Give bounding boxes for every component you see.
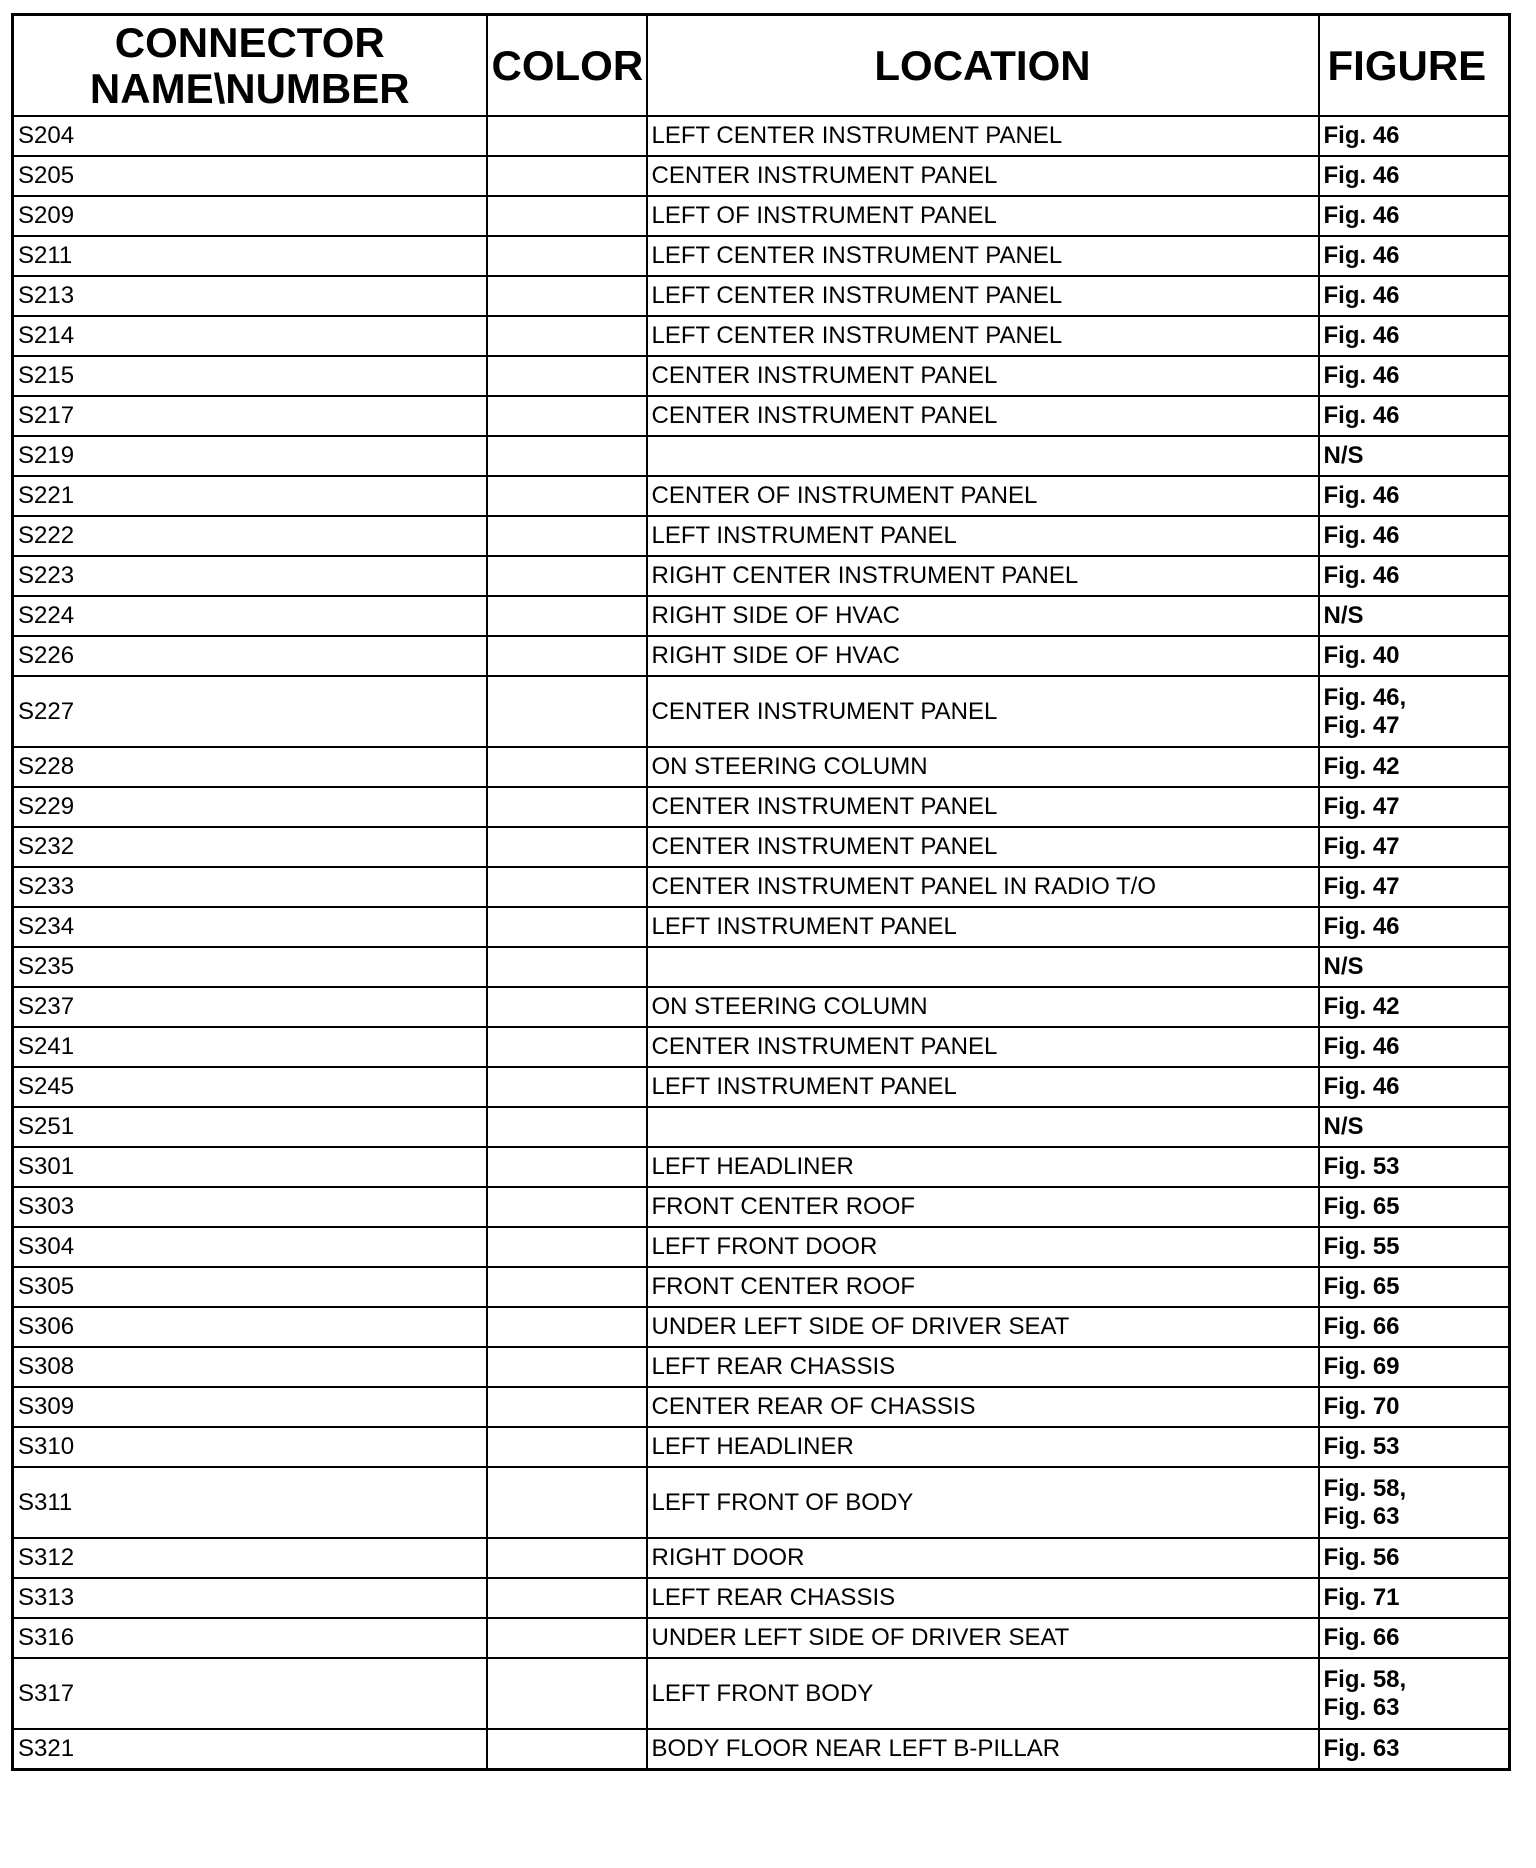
- table-row: [13, 867, 1510, 907]
- table-row: [13, 196, 1510, 236]
- table-row: [13, 1618, 1510, 1658]
- color-cell: [487, 676, 647, 747]
- figure-cell: Fig. 46: [1319, 516, 1510, 556]
- connector-cell: S304: [13, 1227, 487, 1267]
- connector-cell: S224: [13, 596, 487, 636]
- color-cell: [487, 636, 647, 676]
- location-cell: CENTER INSTRUMENT PANEL: [647, 676, 1319, 747]
- table-row: [13, 787, 1510, 827]
- table-row: [13, 1578, 1510, 1618]
- table-row: [13, 1658, 1510, 1729]
- figure-cell: Fig. 46: [1319, 1027, 1510, 1067]
- table-row: [13, 276, 1510, 316]
- connector-cell: S310: [13, 1427, 487, 1467]
- color-cell: [487, 1307, 647, 1347]
- connector-cell: S308: [13, 1347, 487, 1387]
- connector-cell: S234: [13, 907, 487, 947]
- figure-cell: N/S: [1319, 596, 1510, 636]
- figure-cell: Fig. 46: [1319, 907, 1510, 947]
- header-color: COLOR: [487, 15, 647, 117]
- color-cell: [487, 1107, 647, 1147]
- connector-cell: S204: [13, 116, 487, 156]
- figure-cell: N/S: [1319, 1107, 1510, 1147]
- figure-cell: Fig. 58, Fig. 63: [1319, 1467, 1510, 1538]
- connector-cell: S301: [13, 1147, 487, 1187]
- table-row: [13, 1427, 1510, 1467]
- connector-cell: S226: [13, 636, 487, 676]
- table-row: [13, 436, 1510, 476]
- table-row: [13, 947, 1510, 987]
- connector-cell: S221: [13, 476, 487, 516]
- figure-cell: Fig. 65: [1319, 1267, 1510, 1307]
- color-cell: [487, 596, 647, 636]
- figure-cell: Fig. 46: [1319, 316, 1510, 356]
- color-cell: [487, 1187, 647, 1227]
- table-row: [13, 747, 1510, 787]
- color-cell: [487, 476, 647, 516]
- color-cell: [487, 396, 647, 436]
- table-row: [13, 1347, 1510, 1387]
- figure-cell: Fig. 66: [1319, 1618, 1510, 1658]
- table-row: [13, 1067, 1510, 1107]
- color-cell: [487, 116, 647, 156]
- connector-cell: S223: [13, 556, 487, 596]
- location-cell: LEFT REAR CHASSIS: [647, 1347, 1319, 1387]
- table-row: [13, 396, 1510, 436]
- location-cell: CENTER INSTRUMENT PANEL: [647, 356, 1319, 396]
- connector-cell: S213: [13, 276, 487, 316]
- location-cell: LEFT CENTER INSTRUMENT PANEL: [647, 116, 1319, 156]
- color-cell: [487, 1467, 647, 1538]
- connector-cell: S251: [13, 1107, 487, 1147]
- connector-cell: S214: [13, 316, 487, 356]
- figure-cell: Fig. 58, Fig. 63: [1319, 1658, 1510, 1729]
- connector-cell: S312: [13, 1538, 487, 1578]
- figure-cell: Fig. 40: [1319, 636, 1510, 676]
- table-row: [13, 827, 1510, 867]
- location-cell: ON STEERING COLUMN: [647, 747, 1319, 787]
- connector-cell: S222: [13, 516, 487, 556]
- color-cell: [487, 236, 647, 276]
- figure-cell: Fig. 46: [1319, 476, 1510, 516]
- color-cell: [487, 516, 647, 556]
- color-cell: [487, 1387, 647, 1427]
- header-row: [13, 15, 1510, 117]
- table-row: [13, 356, 1510, 396]
- figure-cell: Fig. 47: [1319, 787, 1510, 827]
- location-cell: LEFT FRONT OF BODY: [647, 1467, 1319, 1538]
- color-cell: [487, 1147, 647, 1187]
- color-cell: [487, 196, 647, 236]
- header-connector: CONNECTOR NAME\NUMBER: [13, 15, 487, 117]
- color-cell: [487, 1347, 647, 1387]
- connector-cell: S241: [13, 1027, 487, 1067]
- location-cell: CENTER INSTRUMENT PANEL: [647, 827, 1319, 867]
- connector-cell: S209: [13, 196, 487, 236]
- color-cell: [487, 1227, 647, 1267]
- figure-cell: Fig. 66: [1319, 1307, 1510, 1347]
- table-row: [13, 476, 1510, 516]
- location-cell: BODY FLOOR NEAR LEFT B-PILLAR: [647, 1729, 1319, 1770]
- figure-cell: Fig. 42: [1319, 987, 1510, 1027]
- figure-cell: Fig. 46: [1319, 276, 1510, 316]
- location-cell: [647, 436, 1319, 476]
- figure-cell: Fig. 46: [1319, 556, 1510, 596]
- connector-cell: S211: [13, 236, 487, 276]
- figure-cell: N/S: [1319, 947, 1510, 987]
- connector-cell: S309: [13, 1387, 487, 1427]
- location-cell: LEFT INSTRUMENT PANEL: [647, 516, 1319, 556]
- figure-cell: Fig. 56: [1319, 1538, 1510, 1578]
- connector-cell: S232: [13, 827, 487, 867]
- table-row: [13, 1467, 1510, 1538]
- color-cell: [487, 1538, 647, 1578]
- connector-cell: S227: [13, 676, 487, 747]
- figure-cell: Fig. 46: [1319, 196, 1510, 236]
- location-cell: LEFT CENTER INSTRUMENT PANEL: [647, 236, 1319, 276]
- connector-cell: S228: [13, 747, 487, 787]
- location-cell: LEFT REAR CHASSIS: [647, 1578, 1319, 1618]
- figure-cell: Fig. 46: [1319, 156, 1510, 196]
- connector-cell: S237: [13, 987, 487, 1027]
- color-cell: [487, 987, 647, 1027]
- connector-cell: S317: [13, 1658, 487, 1729]
- color-cell: [487, 156, 647, 196]
- location-cell: LEFT INSTRUMENT PANEL: [647, 1067, 1319, 1107]
- table-row: [13, 636, 1510, 676]
- color-cell: [487, 1067, 647, 1107]
- color-cell: [487, 276, 647, 316]
- table-row: [13, 1147, 1510, 1187]
- color-cell: [487, 1618, 647, 1658]
- location-cell: RIGHT SIDE OF HVAC: [647, 636, 1319, 676]
- connector-cell: S311: [13, 1467, 487, 1538]
- figure-cell: Fig. 46: [1319, 116, 1510, 156]
- color-cell: [487, 436, 647, 476]
- location-cell: RIGHT DOOR: [647, 1538, 1319, 1578]
- location-cell: UNDER LEFT SIDE OF DRIVER SEAT: [647, 1307, 1319, 1347]
- table-row: [13, 1307, 1510, 1347]
- color-cell: [487, 1729, 647, 1770]
- location-cell: LEFT INSTRUMENT PANEL: [647, 907, 1319, 947]
- connector-location-table: [11, 13, 1511, 1771]
- color-cell: [487, 827, 647, 867]
- table-row: [13, 1027, 1510, 1067]
- location-cell: [647, 1107, 1319, 1147]
- location-cell: LEFT FRONT BODY: [647, 1658, 1319, 1729]
- figure-cell: N/S: [1319, 436, 1510, 476]
- location-cell: ON STEERING COLUMN: [647, 987, 1319, 1027]
- connector-cell: S235: [13, 947, 487, 987]
- table-row: [13, 156, 1510, 196]
- figure-cell: Fig. 46: [1319, 396, 1510, 436]
- location-cell: [647, 947, 1319, 987]
- figure-cell: Fig. 42: [1319, 747, 1510, 787]
- connector-cell: S313: [13, 1578, 487, 1618]
- table-row: [13, 676, 1510, 747]
- table-body: [13, 116, 1510, 1770]
- figure-cell: Fig. 46: [1319, 236, 1510, 276]
- color-cell: [487, 867, 647, 907]
- connector-cell: S229: [13, 787, 487, 827]
- location-cell: RIGHT SIDE OF HVAC: [647, 596, 1319, 636]
- location-cell: CENTER INSTRUMENT PANEL: [647, 156, 1319, 196]
- location-cell: LEFT HEADLINER: [647, 1147, 1319, 1187]
- connector-cell: S305: [13, 1267, 487, 1307]
- location-cell: CENTER INSTRUMENT PANEL: [647, 396, 1319, 436]
- header-location: LOCATION: [647, 15, 1319, 117]
- figure-cell: Fig. 71: [1319, 1578, 1510, 1618]
- location-cell: FRONT CENTER ROOF: [647, 1187, 1319, 1227]
- location-cell: UNDER LEFT SIDE OF DRIVER SEAT: [647, 1618, 1319, 1658]
- color-cell: [487, 1027, 647, 1067]
- connector-cell: S306: [13, 1307, 487, 1347]
- connector-cell: S233: [13, 867, 487, 907]
- header-figure: FIGURE: [1319, 15, 1510, 117]
- location-cell: CENTER INSTRUMENT PANEL: [647, 1027, 1319, 1067]
- figure-cell: Fig. 46, Fig. 47: [1319, 676, 1510, 747]
- figure-cell: Fig. 46: [1319, 356, 1510, 396]
- connector-cell: S321: [13, 1729, 487, 1770]
- location-cell: CENTER REAR OF CHASSIS: [647, 1387, 1319, 1427]
- table-row: [13, 516, 1510, 556]
- table-row: [13, 1729, 1510, 1770]
- table-row: [13, 316, 1510, 356]
- location-cell: RIGHT CENTER INSTRUMENT PANEL: [647, 556, 1319, 596]
- color-cell: [487, 747, 647, 787]
- connector-cell: S245: [13, 1067, 487, 1107]
- table-row: [13, 1267, 1510, 1307]
- table-row: [13, 116, 1510, 156]
- color-cell: [487, 316, 647, 356]
- location-cell: LEFT HEADLINER: [647, 1427, 1319, 1467]
- location-cell: CENTER INSTRUMENT PANEL IN RADIO T/O: [647, 867, 1319, 907]
- figure-cell: Fig. 69: [1319, 1347, 1510, 1387]
- connector-cell: S215: [13, 356, 487, 396]
- figure-cell: Fig. 47: [1319, 827, 1510, 867]
- figure-cell: Fig. 53: [1319, 1147, 1510, 1187]
- figure-cell: Fig. 70: [1319, 1387, 1510, 1427]
- location-cell: LEFT CENTER INSTRUMENT PANEL: [647, 276, 1319, 316]
- figure-cell: Fig. 65: [1319, 1187, 1510, 1227]
- figure-cell: Fig. 46: [1319, 1067, 1510, 1107]
- table-row: [13, 987, 1510, 1027]
- location-cell: CENTER INSTRUMENT PANEL: [647, 787, 1319, 827]
- color-cell: [487, 1267, 647, 1307]
- figure-cell: Fig. 63: [1319, 1729, 1510, 1770]
- color-cell: [487, 1427, 647, 1467]
- table-row: [13, 1538, 1510, 1578]
- figure-cell: Fig. 55: [1319, 1227, 1510, 1267]
- table-row: [13, 556, 1510, 596]
- location-cell: FRONT CENTER ROOF: [647, 1267, 1319, 1307]
- color-cell: [487, 907, 647, 947]
- figure-cell: Fig. 53: [1319, 1427, 1510, 1467]
- connector-cell: S303: [13, 1187, 487, 1227]
- table-row: [13, 1227, 1510, 1267]
- table-row: [13, 596, 1510, 636]
- location-cell: LEFT FRONT DOOR: [647, 1227, 1319, 1267]
- table-row: [13, 236, 1510, 276]
- color-cell: [487, 1658, 647, 1729]
- location-cell: CENTER OF INSTRUMENT PANEL: [647, 476, 1319, 516]
- connector-cell: S205: [13, 156, 487, 196]
- color-cell: [487, 356, 647, 396]
- location-cell: LEFT OF INSTRUMENT PANEL: [647, 196, 1319, 236]
- color-cell: [487, 787, 647, 827]
- color-cell: [487, 556, 647, 596]
- connector-cell: S217: [13, 396, 487, 436]
- table-row: [13, 907, 1510, 947]
- connector-cell: S219: [13, 436, 487, 476]
- table-row: [13, 1107, 1510, 1147]
- figure-cell: Fig. 47: [1319, 867, 1510, 907]
- color-cell: [487, 947, 647, 987]
- table-row: [13, 1187, 1510, 1227]
- color-cell: [487, 1578, 647, 1618]
- table-row: [13, 1387, 1510, 1427]
- location-cell: LEFT CENTER INSTRUMENT PANEL: [647, 316, 1319, 356]
- connector-cell: S316: [13, 1618, 487, 1658]
